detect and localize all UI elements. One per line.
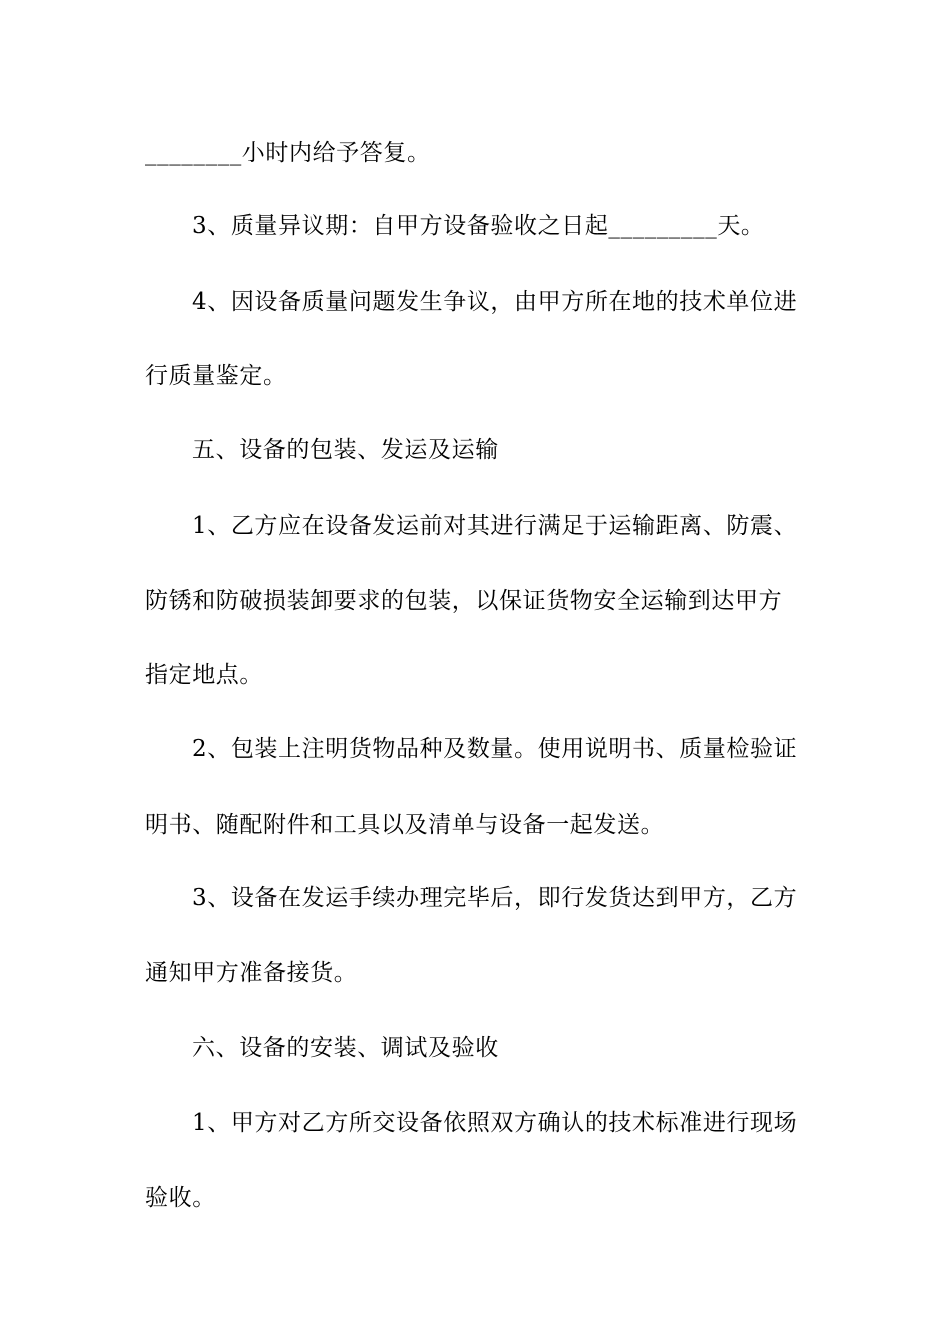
- section-heading: 五、设备的包装、发运及运输: [192, 437, 499, 463]
- paragraph-line: 1、甲方对乙方所交设备依照双方确认的技术标准进行现场: [192, 1110, 798, 1136]
- paragraph-line: ________小时内给予答复。: [145, 140, 431, 166]
- paragraph-line: 3、质量异议期：自甲方设备验收之日起_________天。: [192, 213, 765, 239]
- paragraph-line: 防锈和防破损装卸要求的包装，以保证货物安全运输到达甲方: [145, 588, 783, 614]
- paragraph-line: 明书、随配附件和工具以及清单与设备一起发送。: [145, 812, 665, 838]
- paragraph-line: 行质量鉴定。: [145, 363, 287, 389]
- paragraph-line: 2、包装上注明货物品种及数量。使用说明书、质量检验证: [192, 736, 798, 762]
- paragraph-line: 指定地点。: [145, 662, 263, 688]
- paragraph-line: 验收。: [145, 1185, 216, 1211]
- paragraph-line: 通知甲方准备接货。: [145, 960, 358, 986]
- paragraph-line: 3、设备在发运手续办理完毕后，即行发货达到甲方，乙方: [192, 885, 798, 911]
- section-heading: 六、设备的安装、调试及验收: [192, 1035, 499, 1061]
- paragraph-line: 1、乙方应在设备发运前对其进行满足于运输距离、防震、: [192, 513, 798, 539]
- paragraph-line: 4、因设备质量问题发生争议，由甲方所在地的技术单位进: [192, 289, 798, 315]
